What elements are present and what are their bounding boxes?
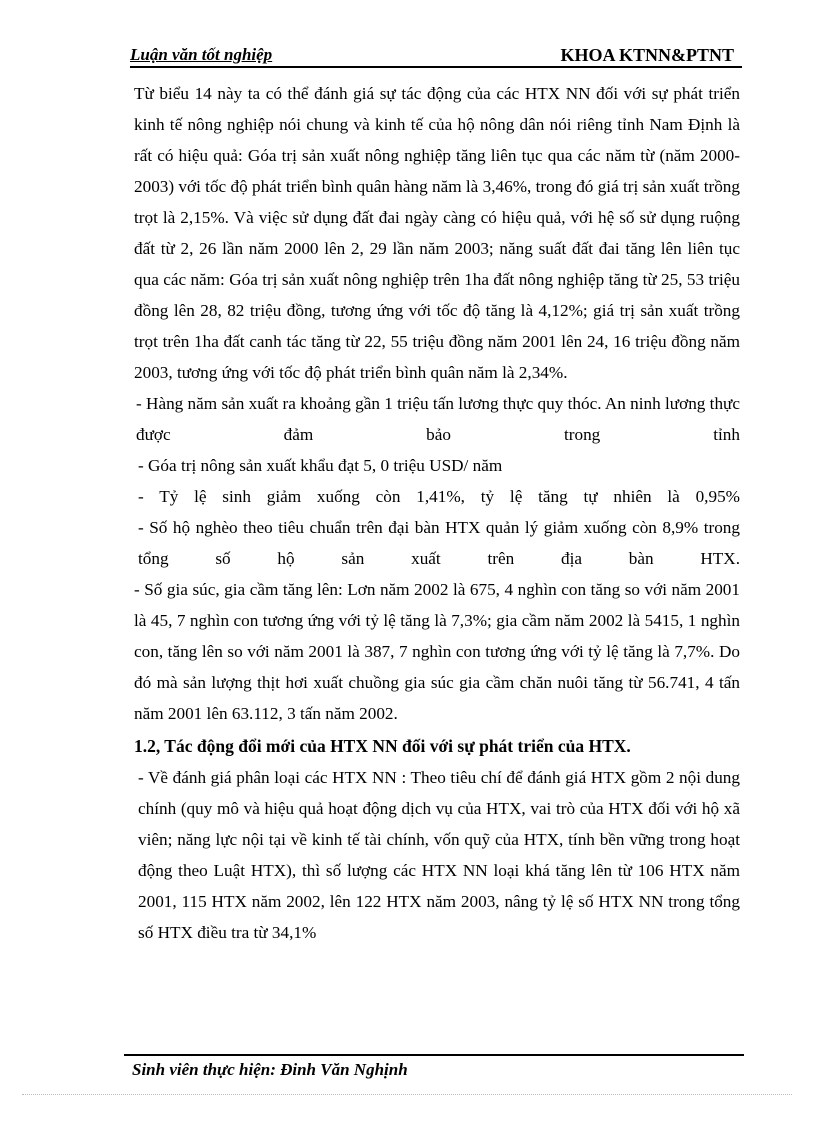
thesis-label: Luận văn tốt nghiệp <box>130 45 273 64</box>
faculty-label: KHOA KTNN&PTNT <box>560 45 734 65</box>
page-edge-divider <box>22 1094 792 1095</box>
student-name: Sinh viên thực hiện: Đinh Văn Nghịnh <box>132 1060 408 1079</box>
paragraph-livestock: - Số gia súc, gia cầm tăng lên: Lơn năm 2002 là 675, 4 nghìn con tăng so với năm 2001 là 45, 7 nghìn con tương ứng với tỷ lệ tăng là 7,3%; gia cầm năm 2002 là 5415, 1 nghìn con, tăng lên so với năm 2001 là 387, 7 nghìn con tương ứng với tỷ lệ tăng là 7,7%. Do đó mà sản lượng thịt hơi xuất chuồng gia súc gia cầm chăn nuôi tăng từ 56.741, 4 tấn năm 2001 lên 63.112, 3 tấn năm 2002. <box>134 580 740 723</box>
paragraph-export: - Góa trị nông sản xuất khẩu đạt 5, 0 triệu USD/ năm <box>138 456 503 475</box>
paragraph-birth-rate: - Tỷ lệ sinh giảm xuống còn 1,41%, tỷ lệ tăng tự nhiên là 0,95% <box>138 487 740 506</box>
paragraph-classification: - Về đánh giá phân loại các HTX NN : Theo tiêu chí để đánh giá HTX gồm 2 nội dung chính (quy mô và hiệu quả hoạt động dịch vụ của HTX, vai trò của HTX đối với hộ xã viên; năng lực nội tại về kinh tế tài chính, vốn quỹ của HTX, tính bền vững trong hoạt động theo Luật HTX), thì số lượng các HTX NN loại khá tăng lên từ 106 HTX năm 2001, 115 HTX năm 2002, lên 122 HTX năm 2003, nâng tỷ lệ số HTX NN trong tổng số HTX điều tra từ 34,1% <box>138 768 740 942</box>
page-footer <box>124 1054 744 1080</box>
paragraph-poverty: - Số hộ nghèo theo tiêu chuẩn trên đại bàn HTX quản lý giảm xuống còn 8,9% trong tổng số hộ sản xuất trên địa bàn HTX. <box>138 518 740 568</box>
paragraph-intro: Từ biểu 14 này ta có thể đánh giá sự tác động của các HTX NN đối với sự phát triển kinh tế nông nghiệp nói chung và kinh tế của hộ nông dân nói riêng tỉnh Nam Định là rất có hiệu quả: Góa trị sản xuất nông nghiệp tăng liên tục qua các năm từ (năm 2000-2003) với tốc độ phát triển bình quân hàng năm là 3,46%, trong đó giá trị sản xuất trồng trọt là 2,15%. Và việc sử dụng đất đai ngày càng có hiệu quả, với hệ số sử dụng ruộng đất từ 2, 26 lần năm 2000 lên 2, 29 lần năm 2003; năng suất đất đai tăng lên liên tục qua các năm: Góa trị sản xuất nông nghiệp trên 1ha đất nông nghiệp tăng từ 25, 53 triệu đồng lên 28, 82 triệu đồng, tương ứng với tốc độ tăng là 4,12%; giá trị sản xuất trồng trọt trên 1ha đất canh tác tăng từ 22, 55 triệu đồng năm 2001 lên 24, 16 triệu đồng năm 2003, tương ứng với tốc độ phát triển bình quân năm là 2,34%. <box>134 84 740 382</box>
paragraph-food-security: - Hàng năm sản xuất ra khoảng gần 1 triệu tấn lương thực quy thóc. An ninh lương thực được đảm bảo trong tỉnh <box>136 394 740 444</box>
body-text <box>124 78 740 948</box>
page-header <box>130 42 742 68</box>
section-heading: 1.2, Tác động đổi mới của HTX NN đối với sự phát triển của HTX. <box>134 736 631 756</box>
